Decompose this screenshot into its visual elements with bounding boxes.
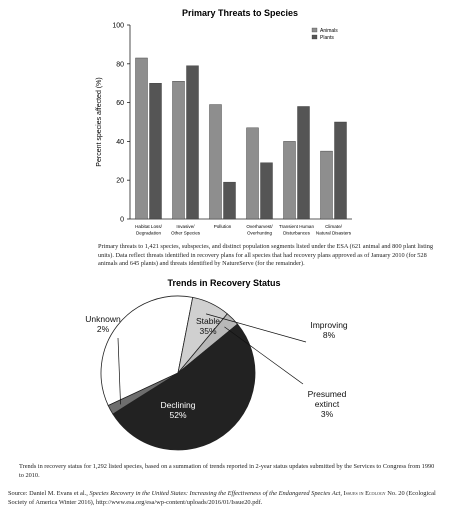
x-tick-label: Natural Disasters (315, 230, 352, 236)
y-tick-label: 0 (120, 216, 124, 224)
pie-label-improving: Improving (310, 320, 348, 330)
pie-label-presumed-extinct: Presumed (307, 389, 347, 399)
pie-chart-title: Trends in Recovery Status (167, 278, 281, 288)
source-rest: No. 20 (Ecological Society of America Winter 2016), http://www.esa.org/esa/wp-content/uploads/2016/01/Issue20.pdf. (8, 490, 436, 507)
pie-value-stable: 35% (199, 326, 217, 336)
pie-label-declining: Declining (160, 400, 196, 410)
x-tick-label: Transient Human (278, 224, 315, 229)
legend-swatch-plants (312, 35, 317, 39)
x-tick-label: Disturbances (283, 230, 310, 236)
x-tick-label: Habitat Loss/ (135, 224, 162, 229)
bar-plants-4 (298, 106, 310, 219)
pie-label-unknown: Unknown (85, 314, 121, 324)
y-tick-label: 20 (116, 177, 124, 185)
x-tick-label: Overhunting (246, 230, 273, 236)
x-tick-label: Other Species (170, 230, 201, 236)
x-tick-label: Climate/ (325, 224, 342, 229)
x-tick-label: Pollution (213, 224, 232, 229)
pie-label-presumed-extinct: extinct (314, 399, 340, 409)
y-tick-label: 80 (116, 61, 124, 69)
pie-chart-caption: Trends in recovery status for 1,292 listed species, based on a summation of trends reported in 2-year status updates submitted by the Services to Congress from 1990 to 2010. (19, 463, 435, 479)
bar-plants-3 (261, 163, 273, 219)
pie-value-presumed-extinct: 3% (320, 409, 334, 419)
source-citation (8, 489, 444, 508)
source-prefix: Source: Daniel M. Evans et al., (8, 490, 90, 497)
bar-animals-3 (247, 128, 259, 219)
bar-animals-0 (136, 58, 148, 219)
source-journal: , Issues in Ecology (340, 490, 386, 497)
source-title: Species Recovery in the United States: Increasing the Effectiveness of the Endangered Species Act (89, 490, 341, 497)
x-tick-label: Degradation (135, 230, 162, 236)
bar-animals-2 (210, 105, 222, 219)
pie-value-declining: 52% (169, 410, 187, 420)
pie-value-improving: 8% (322, 330, 336, 340)
y-axis-label: Percent species affected (%) (96, 77, 103, 167)
y-tick-label: 100 (112, 22, 124, 30)
legend-swatch-animals (312, 28, 317, 32)
bar-plants-5 (335, 122, 347, 219)
pie-value-unknown: 2% (96, 324, 110, 334)
y-tick-label: 40 (116, 138, 124, 146)
bar-plants-1 (187, 66, 199, 219)
x-tick-label: Overharvest/ (246, 224, 273, 229)
legend-label-plants: Plants (320, 35, 334, 41)
x-tick-label: Invasive/ (176, 224, 195, 229)
bar-animals-5 (321, 151, 333, 219)
bar-plants-0 (150, 83, 162, 219)
bar-animals-1 (173, 81, 185, 219)
pie-label-stable: Stable (195, 316, 221, 326)
bar-plants-2 (224, 182, 236, 219)
pie-chart (0, 270, 450, 460)
bar-chart-title: Primary Threats to Species (181, 8, 299, 18)
bar-chart-caption: Primary threats to 1,421 species, subspecies, and distinct population segments listed under the ESA (621 animal and 800 plant listing units). Data reflect threats identified in recovery plans for all species that had recovery plans approved as of January 2010 (for 528 animals and 645 plants) and threats identified by NatureServe (for the remainder). (98, 243, 434, 267)
y-tick-label: 60 (116, 100, 124, 108)
legend-label-animals: Animals (320, 28, 338, 34)
bar-animals-4 (284, 141, 296, 219)
bar-chart (0, 0, 450, 240)
